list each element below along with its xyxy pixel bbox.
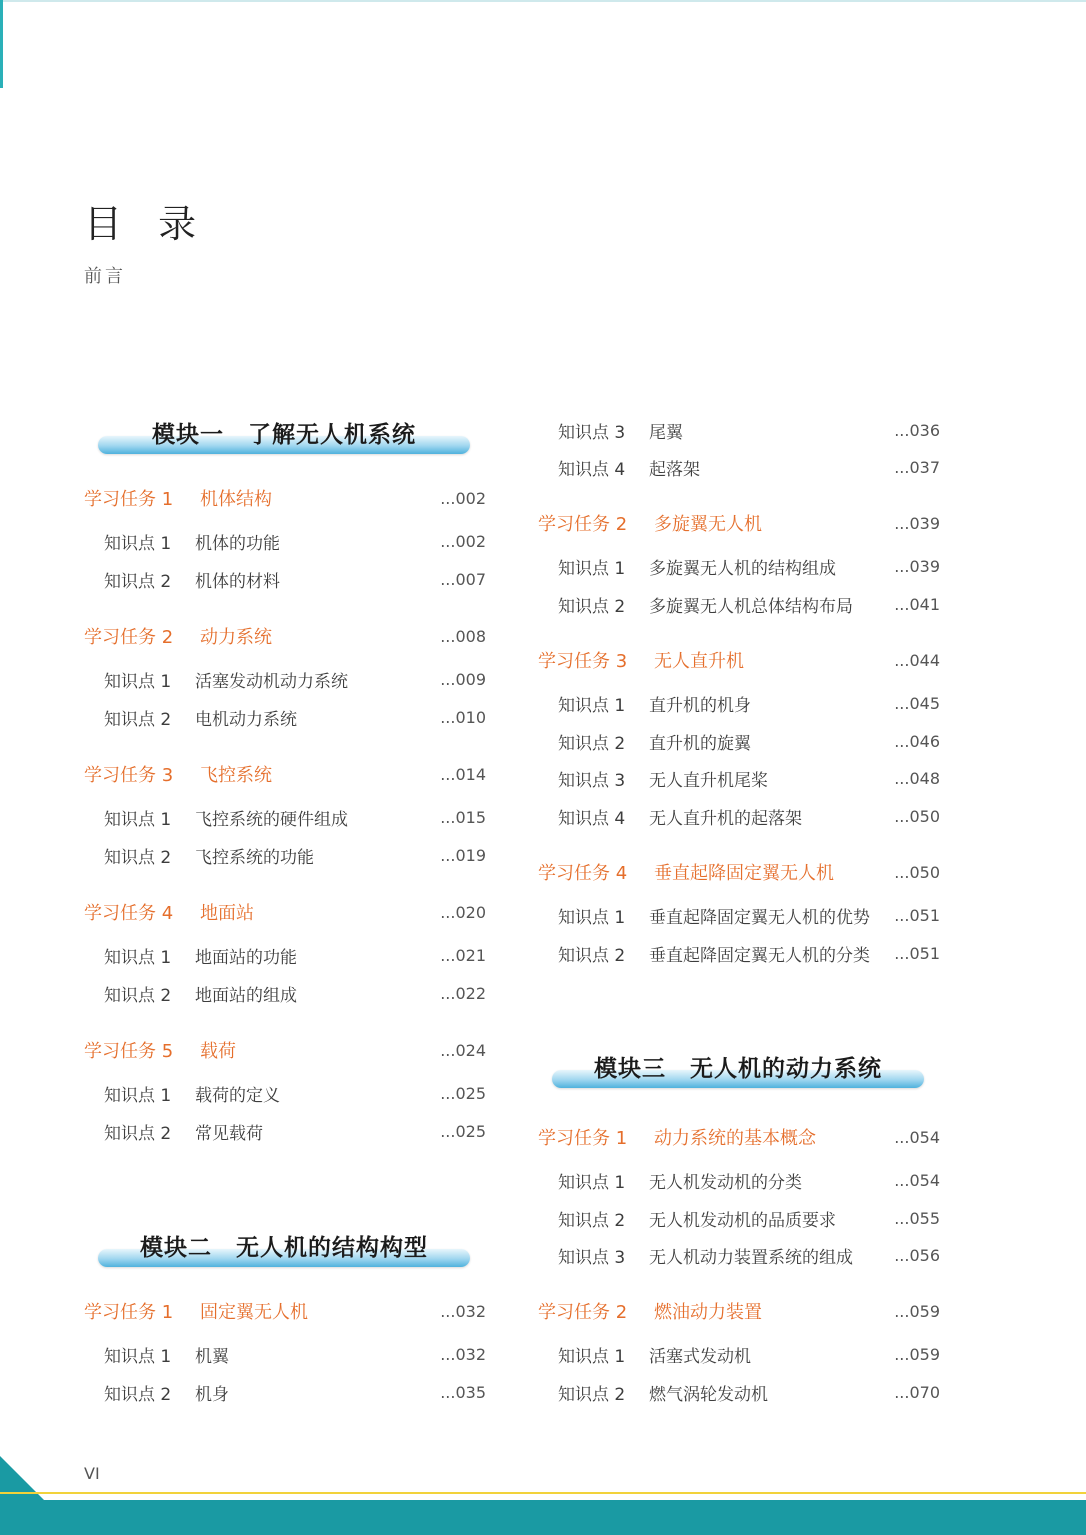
point-number: 知识点 2 bbox=[558, 1384, 626, 1405]
page-reference: ...025 bbox=[440, 1083, 486, 1103]
page-reference: ...070 bbox=[894, 1382, 940, 1402]
point-number: 知识点 1 bbox=[104, 1085, 172, 1106]
toc-task-entry[interactable] bbox=[538, 646, 940, 674]
task-number: 学习任务 2 bbox=[538, 514, 628, 535]
point-title: 尾翼 bbox=[649, 422, 683, 443]
point-number: 知识点 1 bbox=[558, 907, 626, 928]
task-number: 学习任务 1 bbox=[84, 1302, 174, 1323]
task-title: 燃油动力装置 bbox=[654, 1302, 762, 1323]
toc-task-entry[interactable] bbox=[538, 1297, 940, 1325]
point-number: 知识点 1 bbox=[558, 1346, 626, 1367]
point-title: 多旋翼无人机的结构组成 bbox=[649, 558, 836, 579]
point-title: 无人直升机尾桨 bbox=[649, 770, 768, 791]
toc-point-entry[interactable] bbox=[84, 565, 486, 593]
page-reference: ...014 bbox=[440, 764, 486, 784]
task-number: 学习任务 2 bbox=[84, 627, 174, 648]
point-number: 知识点 1 bbox=[104, 1346, 172, 1367]
page-reference: ...056 bbox=[894, 1245, 940, 1265]
point-title: 地面站的功能 bbox=[195, 947, 297, 968]
page-reference: ...046 bbox=[894, 731, 940, 751]
toc-point-entry[interactable] bbox=[538, 939, 940, 967]
point-number: 知识点 2 bbox=[558, 945, 626, 966]
page-reference: ...020 bbox=[440, 902, 486, 922]
point-number: 知识点 1 bbox=[104, 809, 172, 830]
page-reference: ...045 bbox=[894, 693, 940, 713]
toc-task-entry[interactable] bbox=[84, 898, 486, 926]
point-title: 飞控系统的功能 bbox=[195, 847, 314, 868]
task-title: 载荷 bbox=[200, 1041, 236, 1062]
toc-point-entry[interactable] bbox=[538, 1166, 940, 1194]
page-reference: ...039 bbox=[894, 513, 940, 533]
task-number: 学习任务 4 bbox=[84, 903, 174, 924]
page-number: VI bbox=[84, 1464, 100, 1483]
page-reference: ...015 bbox=[440, 807, 486, 827]
task-number: 学习任务 1 bbox=[538, 1128, 628, 1149]
toc-point-entry[interactable] bbox=[84, 1117, 486, 1145]
task-title: 多旋翼无人机 bbox=[654, 514, 762, 535]
page-reference: ...022 bbox=[440, 983, 486, 1003]
point-title: 起落架 bbox=[649, 459, 700, 480]
module-title: 模块一 了解无人机系统 bbox=[152, 422, 416, 448]
module-banner[interactable] bbox=[98, 1225, 470, 1275]
toc-point-entry[interactable] bbox=[84, 703, 486, 731]
point-number: 知识点 2 bbox=[104, 571, 172, 592]
task-number: 学习任务 1 bbox=[84, 489, 174, 510]
toc-point-entry[interactable] bbox=[84, 803, 486, 831]
point-title: 常见载荷 bbox=[195, 1123, 263, 1144]
page-reference: ...010 bbox=[440, 707, 486, 727]
point-title: 机体的材料 bbox=[195, 571, 280, 592]
point-number: 知识点 4 bbox=[558, 808, 626, 829]
task-title: 动力系统 bbox=[200, 627, 272, 648]
task-title: 无人直升机 bbox=[654, 651, 744, 672]
page-reference: ...036 bbox=[894, 420, 940, 440]
point-title: 多旋翼无人机总体结构布局 bbox=[649, 596, 853, 617]
page-reference: ...021 bbox=[440, 945, 486, 965]
page-reference: ...050 bbox=[894, 862, 940, 882]
page-reference: ...044 bbox=[894, 650, 940, 670]
point-number: 知识点 2 bbox=[558, 596, 626, 617]
footer-teal-band bbox=[0, 1500, 1086, 1535]
page-reference: ...035 bbox=[440, 1382, 486, 1402]
toc-point-entry[interactable] bbox=[84, 941, 486, 969]
point-number: 知识点 2 bbox=[104, 1384, 172, 1405]
toc-point-entry[interactable] bbox=[84, 841, 486, 869]
point-number: 知识点 4 bbox=[558, 459, 626, 480]
toc-task-entry[interactable] bbox=[538, 509, 940, 537]
module-banner[interactable] bbox=[98, 412, 470, 462]
page-reference: ...032 bbox=[440, 1301, 486, 1321]
point-number: 知识点 1 bbox=[558, 695, 626, 716]
page-reference: ...051 bbox=[894, 943, 940, 963]
page-reference: ...059 bbox=[894, 1301, 940, 1321]
toc-point-entry[interactable] bbox=[538, 552, 940, 580]
point-number: 知识点 2 bbox=[104, 847, 172, 868]
toc-point-entry[interactable] bbox=[538, 1241, 940, 1269]
toc-point-entry[interactable] bbox=[538, 1378, 940, 1406]
task-title: 飞控系统 bbox=[200, 765, 272, 786]
toc-point-entry[interactable] bbox=[538, 727, 940, 755]
toc-point-entry[interactable] bbox=[84, 1079, 486, 1107]
toc-task-entry[interactable] bbox=[538, 858, 940, 886]
task-number: 学习任务 3 bbox=[84, 765, 174, 786]
page-reference: ...059 bbox=[894, 1344, 940, 1364]
top-rule bbox=[0, 0, 1086, 2]
page-reference: ...054 bbox=[894, 1170, 940, 1190]
module-banner[interactable] bbox=[552, 1046, 924, 1096]
point-number: 知识点 1 bbox=[104, 533, 172, 554]
toc-point-entry[interactable] bbox=[538, 901, 940, 929]
page-reference: ...007 bbox=[440, 569, 486, 589]
point-title: 无人机动力装置系统的组成 bbox=[649, 1247, 853, 1268]
toc-task-entry[interactable] bbox=[84, 760, 486, 788]
point-number: 知识点 3 bbox=[558, 1247, 626, 1268]
point-title: 直升机的机身 bbox=[649, 695, 751, 716]
toc-point-entry[interactable] bbox=[538, 764, 940, 792]
point-number: 知识点 2 bbox=[558, 1210, 626, 1231]
point-number: 知识点 3 bbox=[558, 770, 626, 791]
point-title: 燃气涡轮发动机 bbox=[649, 1384, 768, 1405]
task-title: 动力系统的基本概念 bbox=[654, 1128, 816, 1149]
point-title: 活塞式发动机 bbox=[649, 1346, 751, 1367]
point-title: 活塞发动机动力系统 bbox=[195, 671, 348, 692]
page-reference: ...032 bbox=[440, 1344, 486, 1364]
toc-point-entry[interactable] bbox=[84, 979, 486, 1007]
toc-point-entry[interactable] bbox=[84, 665, 486, 693]
page-reference: ...055 bbox=[894, 1208, 940, 1228]
preface-link[interactable]: 前言 bbox=[84, 266, 126, 287]
toc-point-entry[interactable] bbox=[538, 802, 940, 830]
page-reference: ...025 bbox=[440, 1121, 486, 1141]
toc-task-entry[interactable] bbox=[84, 484, 486, 512]
task-number: 学习任务 3 bbox=[538, 651, 628, 672]
toc-point-entry[interactable] bbox=[84, 1378, 486, 1406]
toc-point-entry[interactable] bbox=[538, 453, 940, 481]
module-title: 模块三 无人机的动力系统 bbox=[594, 1056, 882, 1082]
task-title: 垂直起降固定翼无人机 bbox=[654, 863, 834, 884]
point-title: 机身 bbox=[195, 1384, 229, 1405]
point-title: 地面站的组成 bbox=[195, 985, 297, 1006]
corner-mark bbox=[0, 0, 3, 88]
page-reference: ...050 bbox=[894, 806, 940, 826]
point-title: 无人直升机的起落架 bbox=[649, 808, 802, 829]
toc-point-entry[interactable] bbox=[538, 1340, 940, 1368]
toc-point-entry[interactable] bbox=[538, 416, 940, 444]
point-title: 无人机发动机的分类 bbox=[649, 1172, 802, 1193]
page-reference: ...002 bbox=[440, 531, 486, 551]
page-reference: ...024 bbox=[440, 1040, 486, 1060]
page-reference: ...048 bbox=[894, 768, 940, 788]
task-number: 学习任务 2 bbox=[538, 1302, 628, 1323]
task-title: 机体结构 bbox=[200, 489, 272, 510]
toc-point-entry[interactable] bbox=[538, 689, 940, 717]
point-number: 知识点 2 bbox=[558, 733, 626, 754]
point-number: 知识点 2 bbox=[104, 1123, 172, 1144]
toc-point-entry[interactable] bbox=[538, 590, 940, 618]
toc-point-entry[interactable] bbox=[84, 527, 486, 555]
page-reference: ...019 bbox=[440, 845, 486, 865]
point-title: 载荷的定义 bbox=[195, 1085, 280, 1106]
page-reference: ...051 bbox=[894, 905, 940, 925]
page-reference: ...009 bbox=[440, 669, 486, 689]
point-title: 垂直起降固定翼无人机的分类 bbox=[649, 945, 870, 966]
point-title: 无人机发动机的品质要求 bbox=[649, 1210, 836, 1231]
task-title: 固定翼无人机 bbox=[200, 1302, 308, 1323]
point-number: 知识点 1 bbox=[104, 947, 172, 968]
task-number: 学习任务 5 bbox=[84, 1041, 174, 1062]
point-title: 直升机的旋翼 bbox=[649, 733, 751, 754]
task-number: 学习任务 4 bbox=[538, 863, 628, 884]
toc-point-entry[interactable] bbox=[84, 1340, 486, 1368]
toc-task-entry[interactable] bbox=[84, 622, 486, 650]
point-title: 垂直起降固定翼无人机的优势 bbox=[649, 907, 870, 928]
point-number: 知识点 1 bbox=[558, 558, 626, 579]
page-reference: ...037 bbox=[894, 457, 940, 477]
page-reference: ...041 bbox=[894, 594, 940, 614]
page-reference: ...054 bbox=[894, 1127, 940, 1147]
point-title: 电机动力系统 bbox=[195, 709, 297, 730]
point-number: 知识点 2 bbox=[104, 985, 172, 1006]
footer-yellow-rule bbox=[0, 1492, 1086, 1494]
point-number: 知识点 2 bbox=[104, 709, 172, 730]
page-reference: ...002 bbox=[440, 488, 486, 508]
toc-task-entry[interactable] bbox=[84, 1036, 486, 1064]
toc-point-entry[interactable] bbox=[538, 1204, 940, 1232]
toc-task-entry[interactable] bbox=[538, 1123, 940, 1151]
point-number: 知识点 1 bbox=[558, 1172, 626, 1193]
page-reference: ...039 bbox=[894, 556, 940, 576]
point-number: 知识点 3 bbox=[558, 422, 626, 443]
module-title: 模块二 无人机的结构构型 bbox=[140, 1235, 428, 1261]
point-number: 知识点 1 bbox=[104, 671, 172, 692]
point-title: 机体的功能 bbox=[195, 533, 280, 554]
task-title: 地面站 bbox=[200, 903, 254, 924]
page-title: 目 录 bbox=[84, 202, 209, 247]
page-reference: ...008 bbox=[440, 626, 486, 646]
point-title: 机翼 bbox=[195, 1346, 229, 1367]
point-title: 飞控系统的硬件组成 bbox=[195, 809, 348, 830]
toc-task-entry[interactable] bbox=[84, 1297, 486, 1325]
